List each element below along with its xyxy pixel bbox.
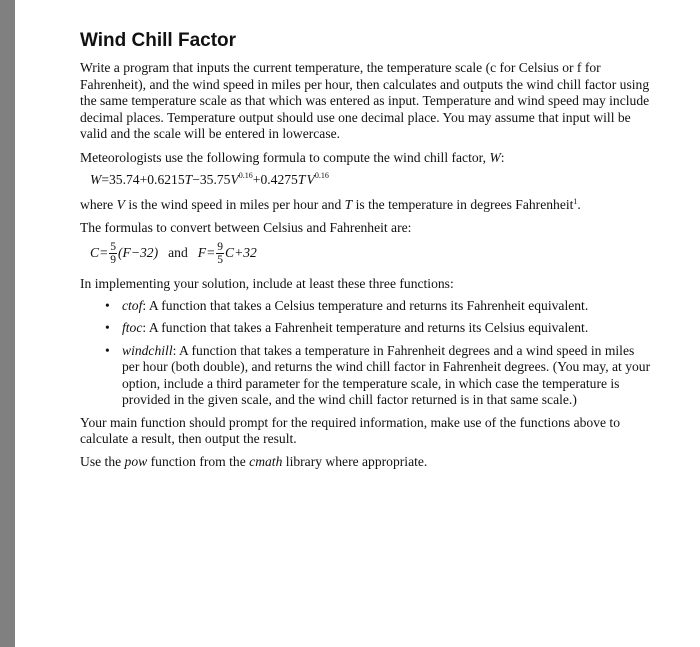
function-desc-windchill: : A function that takes a temperature in Fahrenheit degrees and a wind speed in miles per hour (both double), and returns the wind chill factor in Fahrenheit degrees. (You may, at your option, include a third parameter for the temperature scale, in which case the temperature is provided in the given scale, and the wind chill factor returned is in that same scale.): [122, 342, 651, 407]
page-title: Wind Chill Factor: [80, 30, 237, 51]
where-paragraph: [80, 194, 655, 214]
meteo-colon: :: [500, 149, 505, 165]
formula-v2: V: [306, 172, 315, 187]
function-name-windchill: windchill: [122, 342, 173, 358]
conversion-formulas: [90, 236, 655, 270]
footnote-marker: 1: [573, 197, 578, 206]
meteorologists-paragraph: [80, 150, 655, 167]
where-t: T: [344, 197, 353, 212]
frac2-denominator: 5: [217, 253, 223, 266]
formula-t2: T: [297, 172, 306, 187]
conv-f-rhs: C+32: [225, 245, 257, 260]
meteo-var-w: W: [489, 149, 501, 165]
conv-f-lhs: F=: [197, 245, 216, 260]
conv-c-lhs: C=: [90, 245, 109, 260]
formula-exp1: 0.16: [238, 171, 253, 180]
wind-chill-formula: [90, 171, 655, 188]
intro-paragraph: Write a program that inputs the current temperature, the temperature scale (c for Celsius or f for Fahrenheit), and the wind speed in miles per hour, then calculates and outputs the wind chill factor using the same temperature scale as that which was entered as input. Temperature and wind speed may include decimal places. Temperature output should use one decimal place. You may assume that input will be valid and the scale will be entered in lowercase.: [80, 60, 650, 141]
where-mid1: is the wind speed in miles per hour and: [124, 197, 345, 212]
frac1-numerator: 5: [110, 240, 116, 253]
frac1-denominator: 9: [110, 253, 116, 266]
final-mid: function from the: [147, 453, 250, 469]
function-desc-ctof: : A function that takes a Celsius temperature and returns its Fahrenheit equivalent.: [142, 297, 589, 313]
list-item-ctof: [122, 298, 655, 315]
where-mid2: is the temperature in degrees Fahrenheit: [352, 197, 574, 212]
list-item-windchill: [122, 343, 655, 409]
formula-part1: =35.74+0.6215: [101, 172, 185, 187]
fraction-5-9: [109, 241, 117, 266]
formula-exp2: 0.16: [314, 171, 329, 180]
formula-v1: V: [230, 172, 239, 187]
formula-part3: +0.4275: [252, 172, 298, 187]
conv-c-rhs: (F−32): [118, 245, 159, 260]
frac2-numerator: 9: [217, 240, 223, 253]
fraction-9-5: [216, 241, 224, 266]
conv-and: and: [168, 245, 188, 260]
formula-part2: −35.75: [192, 172, 231, 187]
conversion-intro: The formulas to convert between Celsius and Fahrenheit are:: [80, 219, 412, 235]
where-pre: where: [80, 197, 117, 212]
function-name-ctof: ctof: [122, 297, 143, 313]
formula-lhs: W: [90, 172, 102, 187]
main-function-paragraph: Your main function should prompt for the required information, make use of the functions above to calculate a result, then output the result.: [80, 414, 620, 446]
left-gray-bar: [0, 0, 15, 647]
final-post: library where appropriate.: [282, 453, 428, 469]
where-end: .: [577, 197, 581, 212]
function-name-ftoc: ftoc: [122, 320, 143, 335]
formula-t1: T: [184, 172, 193, 187]
final-func-pow: pow: [124, 453, 148, 469]
document-page: [80, 30, 655, 470]
list-item-ftoc: [122, 320, 655, 337]
meteo-text: Meteorologists use the following formula to compute the wind chill factor,: [80, 149, 490, 165]
final-lib-cmath: cmath: [249, 453, 283, 469]
implementation-intro: In implementing your solution, include at least these three functions:: [80, 276, 454, 291]
final-pre: Use the: [80, 453, 125, 469]
final-paragraph: [80, 454, 655, 471]
where-v: V: [116, 197, 125, 212]
functions-list: [80, 298, 655, 409]
function-desc-ftoc: : A function that takes a Fahrenheit temperature and returns its Celsius equivalent.: [142, 320, 589, 335]
